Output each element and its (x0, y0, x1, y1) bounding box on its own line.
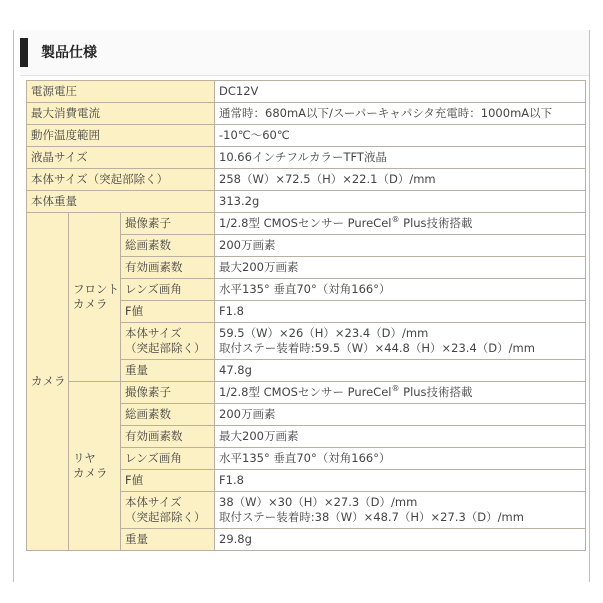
spec-table (26, 80, 586, 551)
table-row (27, 81, 586, 103)
spec-label: 動作温度範囲 (27, 125, 215, 147)
spec-value (215, 492, 586, 529)
spec-label (121, 323, 215, 360)
spec-label: 撮像素子 (121, 382, 215, 404)
spec-label: 総画素数 (121, 235, 215, 257)
spec-value: 最大200万画素 (215, 426, 586, 448)
spec-value: 最大200万画素 (215, 257, 586, 279)
spec-value (215, 382, 586, 404)
table-row (27, 125, 586, 147)
spec-label: レンズ画角 (121, 448, 215, 470)
spec-value: 水平135° 垂直70°（対角166°） (215, 279, 586, 301)
spec-value: 258（W）×72.5（H）×22.1（D）/mm (215, 169, 586, 191)
spec-label-line1: 本体サイズ (125, 326, 182, 340)
table-row (27, 103, 586, 125)
sensor-text: 1/2.8型 CMOSセンサー PureCel (219, 385, 392, 399)
table-row (27, 213, 586, 235)
spec-value: 200万画素 (215, 235, 586, 257)
spec-label: 有効画素数 (121, 257, 215, 279)
spec-value: 47.8g (215, 360, 586, 382)
spec-label-line2: （突起部除く） (125, 510, 206, 524)
spec-value: -10℃～60℃ (215, 125, 586, 147)
spec-label: 総画素数 (121, 404, 215, 426)
spec-label: F値 (121, 470, 215, 492)
rear-camera-label-line1: リヤ (73, 451, 96, 465)
rear-camera-label-line2: カメラ (73, 466, 108, 480)
spec-value-line2: 取付ステー装着時:59.5（W）×44.8（H）×23.4（D）/mm (219, 341, 535, 355)
table-row (27, 382, 586, 404)
spec-value: F1.8 (215, 470, 586, 492)
frame-right-border (589, 30, 590, 582)
section-title: 製品仕様 (41, 45, 97, 61)
frame-left-border (13, 30, 14, 582)
spec-value (215, 323, 586, 360)
spec-label: 本体重量 (27, 191, 215, 213)
spec-label: 重量 (121, 529, 215, 551)
registered-mark: ® (391, 384, 400, 394)
spec-value (215, 213, 586, 235)
spec-label: 最大消費電流 (27, 103, 215, 125)
spec-value: 29.8g (215, 529, 586, 551)
spec-value: DC12V (215, 81, 586, 103)
table-row (27, 147, 586, 169)
front-camera-label-line2: カメラ (73, 297, 108, 311)
spec-value: 10.66インチフルカラーTFT液晶 (215, 147, 586, 169)
spec-value: F1.8 (215, 301, 586, 323)
spec-value: 313.2g (215, 191, 586, 213)
spec-label (121, 492, 215, 529)
table-row (27, 169, 586, 191)
spec-label: レンズ画角 (121, 279, 215, 301)
section-heading (20, 30, 589, 76)
spec-label-line1: 本体サイズ (125, 495, 182, 509)
front-camera-label-line1: フロント (73, 282, 119, 296)
sensor-text-suffix: Plus技術搭載 (399, 385, 473, 399)
spec-label-line2: （突起部除く） (125, 341, 206, 355)
registered-mark: ® (391, 215, 400, 225)
sensor-text: 1/2.8型 CMOSセンサー PureCel (219, 216, 392, 230)
camera-group-label: カメラ (27, 213, 69, 551)
spec-label: 重量 (121, 360, 215, 382)
spec-label: 有効画素数 (121, 426, 215, 448)
spec-value: 通常時：680mA以下/スーパーキャパシタ充電時：1000mA以下 (215, 103, 586, 125)
spec-value-line1: 38（W）×30（H）×27.3（D）/mm (219, 495, 418, 509)
sensor-text-suffix: Plus技術搭載 (399, 216, 473, 230)
spec-label: 液晶サイズ (27, 147, 215, 169)
spec-value-line2: 取付ステー装着時:38（W）×48.7（H）×27.3（D）/mm (219, 510, 524, 524)
spec-value: 200万画素 (215, 404, 586, 426)
spec-value-line1: 59.5（W）×26（H）×23.4（D）/mm (219, 326, 429, 340)
spec-label: F値 (121, 301, 215, 323)
front-camera-label (69, 213, 121, 382)
table-row (27, 191, 586, 213)
spec-label: 本体サイズ（突起部除く） (27, 169, 215, 191)
spec-label: 撮像素子 (121, 213, 215, 235)
rear-camera-label (69, 382, 121, 551)
heading-accent-bar (20, 38, 28, 67)
spec-label: 電源電圧 (27, 81, 215, 103)
spec-value: 水平135° 垂直70°（対角166°） (215, 448, 586, 470)
